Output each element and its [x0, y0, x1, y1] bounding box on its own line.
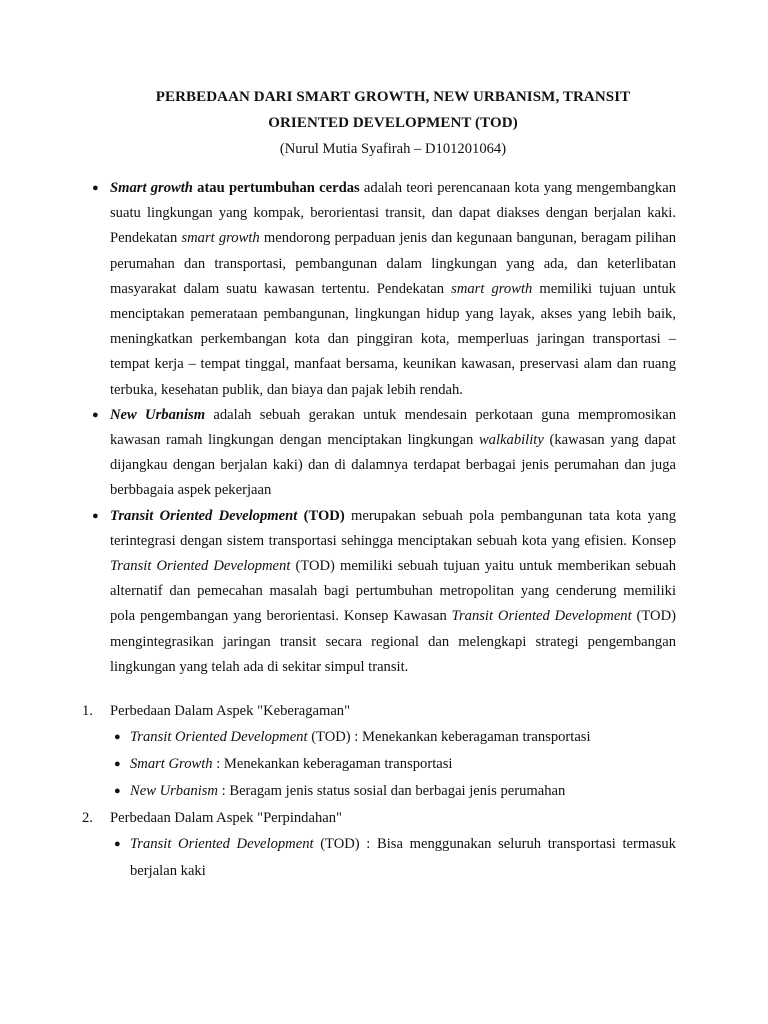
italic-term: Transit Oriented Development: [110, 558, 291, 575]
paragraph-text: merupakan sebuah pola pembangunan tata kota yang terintegrasi dengan sistem transportasi sehingga menciptakan sebuah kota yang efisien. Konsep: [110, 507, 676, 549]
difference-heading: Perbedaan Dalam Aspek "Perpindahan": [110, 810, 342, 827]
paragraph-text: mendorong perpaduan jenis dan kegunaan bangunan, beragam pilihan perumahan dan transportasi, pembangunan dalam lingkungan yang ada, dan keterlibatan masyarakat dalam suatu kawasan tertentu. Pendekatan: [110, 230, 677, 297]
item-text: : Menekankan keberagaman transportasi: [212, 756, 453, 773]
title-line-2: ORIENTED DEVELOPMENT (TOD): [268, 115, 518, 131]
italic-term: smart growth: [451, 280, 533, 297]
paragraph-text: adalah sebuah gerakan untuk mendesain perkotaan guna mempromosikan kawasan ramah lingkungan dengan menciptakan lingkungan: [110, 406, 676, 449]
list-item: [114, 778, 676, 805]
differences-list: [82, 698, 676, 885]
item-term: New Urbanism: [130, 783, 218, 800]
italic-term: smart growth: [181, 230, 260, 247]
list-number: 2.: [82, 810, 93, 827]
paragraph-text: (kawasan yang dapat dijangkau dengan berjalan kaki) dan di dalamnya terdapat berbagai jenis perumahan dan juga berbbagaia aspek pekerjaan: [110, 432, 676, 499]
item-term: Transit Oriented Development: [130, 729, 308, 746]
italic-term: walkability: [478, 432, 544, 449]
item-text: (TOD) : Bisa menggunakan seluruh transportasi termasuk berjalan kaki: [130, 836, 676, 880]
document-title: [110, 84, 676, 136]
bullet-icon: ●: [92, 509, 99, 522]
bullet-icon: ●: [114, 731, 121, 744]
difference-perpindahan: [82, 805, 676, 885]
author-line: (Nurul Mutia Syafirah – D101201064): [279, 141, 507, 157]
list-item-tod: [92, 504, 676, 680]
bullet-icon: ●: [92, 408, 99, 421]
bullet-icon: ●: [114, 838, 121, 851]
term-new-urbanism: New Urbanism: [110, 406, 206, 423]
paragraph-text: adalah teori perencanaan kota yang mengembangkan suatu lingkungan yang kompak, berorientasi transit, dan dapat diakses dengan berjalan kaki. Pendekatan: [110, 180, 677, 247]
term-smart-growth: Smart growth: [110, 180, 193, 196]
italic-term: Transit Oriented Development: [451, 608, 632, 625]
list-number: 1.: [82, 703, 93, 720]
term-suffix: (TOD): [297, 507, 345, 524]
title-line-1: PERBEDAAN DARI SMART GROWTH, NEW URBANISM, TRANSIT: [155, 89, 631, 105]
item-text: (TOD) : Menekankan keberagaman transportasi: [307, 729, 591, 746]
bullet-icon: ●: [114, 785, 121, 798]
list-item-smart-growth: [92, 176, 677, 403]
list-item: [114, 751, 676, 778]
bullet-icon: ●: [114, 758, 121, 771]
difference-items: [110, 724, 676, 805]
definitions-list: [92, 176, 677, 680]
paragraph-text: (TOD) mengintegrasikan jaringan transit secara regional dan melengkapi strategi pengembangan lingkungan yang telah ada di sekitar simpul transit.: [110, 608, 676, 675]
paragraph-text: (TOD) memiliki sebuah tujuan yaitu untuk memberikan sebuah alternatif dan pemecahan masalah bagi pertumbuhan metropolitan yang cenderung memiliki pola pengembangan yang berorientasi. Konsep Kawasan: [110, 558, 676, 625]
term-suffix: atau pertumbuhan cerdas: [192, 180, 360, 196]
difference-items: [110, 831, 676, 885]
term-tod: Transit Oriented Development: [110, 507, 298, 524]
spacer: [110, 680, 676, 698]
paragraph-text: memiliki tujuan untuk menciptakan pemerataan pembangunan, lingkungan hidup yang layak, akses yang lebih baik, meningkatkan perkembangan kota dan pinggiran kota, memperluas jaringan transportasi – tempat kerja – tempat tinggal, manfaat bersama, keunikan kawasan, preservasi alam dan ruang terbuka, kesehatan publik, dan biaya dan pajak lebih rendah.: [110, 280, 676, 398]
bullet-icon: ●: [92, 182, 99, 194]
list-item: [114, 831, 676, 885]
item-text: : Beragam jenis status sosial dan berbagai jenis perumahan: [217, 783, 566, 800]
item-term: Smart Growth: [130, 756, 213, 773]
list-item-new-urbanism: [92, 403, 676, 504]
difference-heading: Perbedaan Dalam Aspek "Keberagaman": [110, 703, 351, 720]
list-item: [114, 724, 676, 751]
difference-keberagaman: [82, 698, 676, 805]
item-term: Transit Oriented Development: [130, 836, 314, 853]
